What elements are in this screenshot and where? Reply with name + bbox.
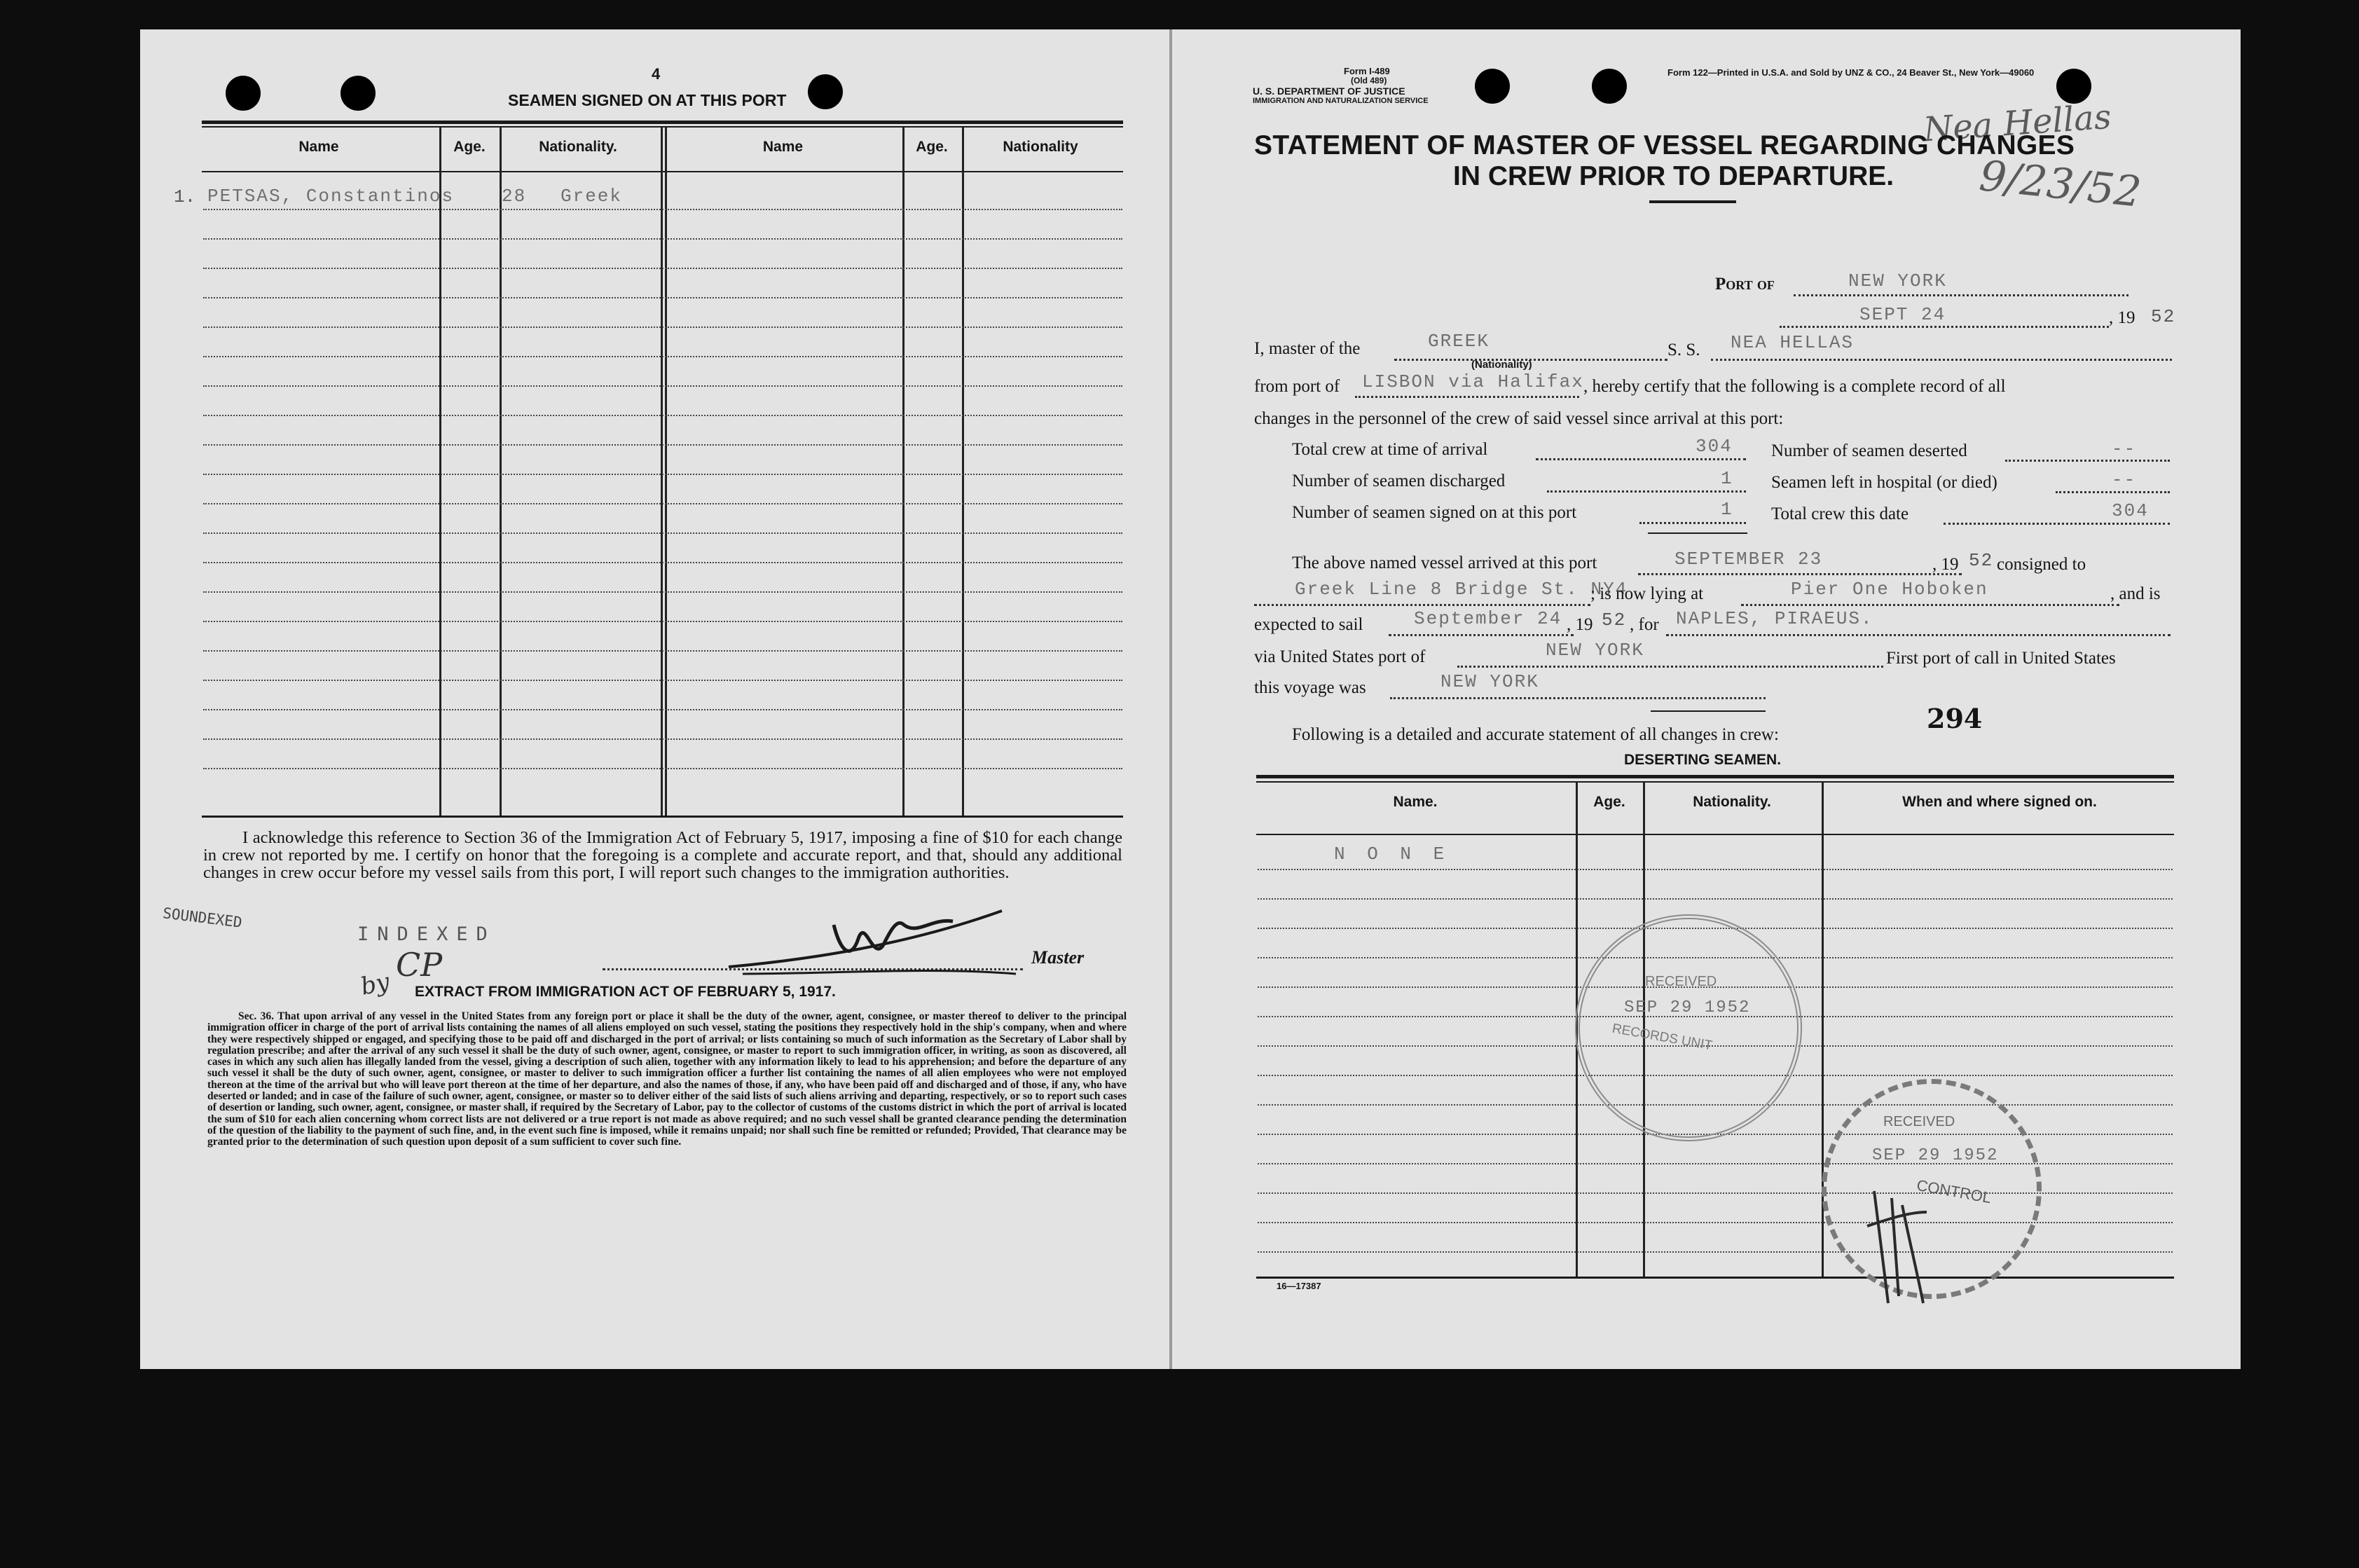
arrived-label: The above named vessel arrived at this port: [1292, 553, 1597, 572]
table-row-line: [203, 325, 1122, 328]
deserting-none: N O N E: [1334, 844, 1450, 865]
indexed-stamp: INDEXED: [357, 923, 496, 945]
form-number: Form I-489: [1344, 66, 1390, 76]
nationality-value: GREEK: [1428, 331, 1490, 352]
deserting-col-when-where: When and where signed on.: [1902, 794, 2097, 810]
voyage-underline: [1651, 710, 1766, 712]
arrived-date: SEPTEMBER 23: [1674, 549, 1823, 570]
arrived-year-prefix: , 19: [1932, 555, 1959, 574]
signed-on-label: Number of seamen signed on at this port: [1292, 503, 1577, 522]
department: U. S. DEPARTMENT OF JUSTICE: [1253, 85, 1405, 97]
seaman-nationality: Greek: [560, 186, 623, 207]
signed-on-value: 1: [1721, 499, 1733, 520]
printer-note: Form 122—Printed in U.S.A. and Sold by UNZ & CO., 24 Beaver St., New York—49060: [1667, 67, 2035, 78]
master-label: Master: [1031, 947, 1085, 968]
expected-year-prefix: , 19: [1567, 615, 1593, 634]
discharged-label: Number of seamen discharged: [1292, 472, 1506, 490]
deserting-header-rule: [1256, 834, 2174, 835]
handwritten-ship-name: Nea Hellas: [1922, 97, 2113, 150]
indexed-by: by: [358, 968, 392, 1001]
right-page: [1172, 29, 2241, 1369]
column-header-nationality: Nationality.: [539, 139, 617, 155]
from-port-label: from port of: [1254, 377, 1340, 396]
totals-underline: [1648, 532, 1747, 534]
table-row-line: [203, 472, 1122, 475]
total-crew-date-line: [1944, 523, 2170, 525]
punch-hole: [1475, 69, 1510, 104]
table-row-line: [203, 237, 1122, 240]
table-row-line: [203, 737, 1122, 740]
service: IMMIGRATION AND NATURALIZATION SERVICE: [1253, 97, 1429, 105]
via-line: [1457, 666, 1883, 668]
signed-on-line: [1639, 522, 1746, 524]
arrived-year: 52: [1969, 550, 1994, 571]
date-year-prefix: , 19: [2109, 308, 2136, 327]
column-header-nationality-2: Nationality: [1003, 139, 1078, 155]
section-36-text: Sec. 36. That upon arrival of any vessel in the United States from any foreign port or place it shall be the duty of the owner, agent, consignee, or master thereof to deliver to the principal immigration officer in charge of the port of arrival lists containing the names of all aliens employed on such vessel, stating the positions they respectively hold in the ship's company, when and where they were respectively shipped or engaged, and specifying those to be paid off and discharged in the port of arrival; or lists containing so much of such information as the Secretary of Labor shall by regulation prescribe; and after the arrival of any such vessel it shall be the duty of such owner, agent, consignee, or master to report to such immigration officer, in writing, as soon as discovered, all cases in which any such alien has illegally landed from the vessel, giving a description of such alien, together with any information likely to lead to his apprehension; and before the departure of any such vessel it shall be the duty of such owner, agent, consignee, or master to deliver to such immigration officer a further list containing the names of all alien employees who were not employed thereon at the time of the arrival but who will leave port thereon at the time of her departure, and also the names of those, if any, who have been paid off and discharged and of those, if any, who have deserted or landed; and in case of the failure of such owner, agent, consignee, or master so to deliver either of the said lists of such aliens arriving and departing, respectively, or so to report such cases of desertion or landing, such owner, agent, consignee, or master shall, if required by the Secretary of Labor, pay to the collector of customs of the customs district in which the port of arrival is located the sum of $10 for each alien concerning whom correct lists are not delivered or a true report is not made as above required; and no such vessel shall be granted clearance pending the determination of the question of the liability to the payment of such fine, and, in the event such fine is imposed, while it remains unpaid; nor shall such fine be remitted or refunded; Provided, That clearance may be granted prior to the determination of such question upon deposit of a sum sufficient to cover such fine.: [207, 1010, 1127, 1148]
stamp1-date: SEP 29 1952: [1624, 998, 1751, 1017]
table-row-line: [203, 502, 1122, 504]
for-label: , for: [1630, 615, 1659, 634]
deserting-col-name: Name.: [1393, 794, 1438, 810]
expected-line: [1389, 634, 1574, 636]
seaman-name: PETSAS, Constantinos: [207, 186, 455, 207]
table-row-line: [203, 384, 1122, 387]
voyage-label: this voyage was: [1254, 678, 1366, 697]
hospital-label: Seamen left in hospital (or died): [1771, 473, 1997, 492]
consignee: Greek Line 8 Bridge St. NY4: [1295, 579, 1628, 600]
deserted-line: [2005, 460, 2170, 462]
port-of-value: NEW YORK: [1848, 270, 1947, 291]
form-title-line1: STATEMENT OF MASTER OF VESSEL REGARDING CHANGES: [1254, 130, 2075, 160]
page-gutter: [1169, 29, 1172, 1369]
voyage-line: [1390, 697, 1766, 699]
indexed-initials: CP: [396, 946, 443, 984]
from-port-value: LISBON via Halifax: [1362, 371, 1584, 392]
deserting-title: DESERTING SEAMEN.: [1624, 752, 1782, 768]
table-bottom-rule: [202, 816, 1123, 818]
date-day: SEPT 24: [1859, 304, 1946, 325]
discharged-value: 1: [1721, 468, 1733, 489]
column-header-name-2: Name: [762, 139, 804, 155]
table-row-line: [203, 561, 1122, 563]
table-row-line: [1258, 897, 2173, 900]
and-is-label: , and is: [2110, 584, 2161, 603]
master-signature: [722, 869, 1023, 988]
table-top-rule: [202, 121, 1123, 124]
column-header-age-2: Age.: [916, 139, 948, 155]
via-label: via United States port of: [1254, 647, 1426, 666]
nationality-caption: (Nationality): [1471, 359, 1532, 371]
from-port-line: [1355, 396, 1579, 398]
arrived-line: [1638, 573, 1962, 575]
port-of-line: [1794, 294, 2128, 296]
extract-title: EXTRACT FROM IMMIGRATION ACT OF FEBRUARY 5, 1917.: [415, 984, 836, 1000]
table-row-line: [203, 708, 1122, 710]
left-page-title: SEAMEN SIGNED ON AT THIS PORT: [508, 91, 787, 109]
form-old-number: (Old 489): [1351, 76, 1387, 85]
lying-line: [1741, 604, 2119, 606]
expected-label: expected to sail: [1254, 615, 1363, 634]
expected-year: 52: [1602, 610, 1627, 631]
changes-text: changes in the personnel of the crew of said vessel since arrival at this port:: [1254, 409, 1784, 428]
table-row-line: [203, 649, 1122, 652]
footer-code: 16—17387: [1277, 1281, 1321, 1291]
table-row-line: [1258, 867, 2173, 870]
total-crew-date-label: Total crew this date: [1771, 504, 1909, 523]
table-row-line: [203, 619, 1122, 622]
table-row-line: [203, 531, 1122, 534]
left-page: [140, 29, 1170, 1369]
stamp2-control: CONTROL: [1915, 1176, 1993, 1207]
table-row-line: [203, 766, 1122, 769]
seaman-age: 28: [502, 186, 527, 207]
table-row-line: [203, 443, 1122, 446]
port-of-label: Port of: [1715, 275, 1775, 294]
punch-hole: [341, 76, 376, 111]
table-row-line: [203, 355, 1122, 357]
following-label: Following is a detailed and accurate statement of all changes in crew:: [1292, 725, 1779, 744]
column-header-age: Age.: [453, 139, 486, 155]
table-row-line: [203, 266, 1122, 269]
records-unit-stamp: [1575, 914, 1802, 1141]
punch-hole: [808, 74, 843, 109]
punch-hole: [1592, 69, 1627, 104]
consigned-label: consigned to: [1997, 555, 2086, 574]
ship-name: NEA HELLAS: [1731, 332, 1855, 353]
stamp1-received: RECEIVED: [1645, 974, 1717, 989]
hospital-value: --: [2112, 469, 2137, 490]
total-crew-arrival-label: Total crew at time of arrival: [1292, 440, 1488, 459]
total-crew-arrival-line: [1536, 458, 1746, 460]
date-line: [1780, 326, 2109, 328]
via-port: NEW YORK: [1546, 640, 1644, 661]
ss-label: S. S.: [1667, 341, 1700, 359]
stamp2-date: SEP 29 1952: [1872, 1146, 1999, 1165]
table-row-line: [1258, 1250, 2173, 1253]
acknowledgement-text: I acknowledge this reference to Section 36 of the Immigration Act of February 5, 1917, imposing a fine of $10 for each change in crew not reported by me. I certify on honor that the foregoing is a complete and accurate report, and that, should any additional changes in crew occur before my vessel sails from this port, I will report such changes to the immigration authorities.: [203, 828, 1122, 882]
table-row-line: [203, 678, 1122, 681]
hospital-line: [2056, 491, 2170, 493]
stamp-number: 294: [1927, 703, 1983, 734]
page-number: 4: [652, 65, 661, 83]
deserted-label: Number of seamen deserted: [1771, 441, 1967, 460]
voyage-value: NEW YORK: [1440, 671, 1539, 692]
handwritten-date: 9/23/52: [1976, 151, 2144, 217]
title-underline: [1649, 200, 1736, 203]
consignee-line: [1254, 604, 1590, 606]
table-row-line: [203, 207, 1122, 210]
row-index: 1.: [174, 186, 196, 207]
table-row-line: [203, 296, 1122, 298]
expected-date: September 24: [1414, 608, 1562, 629]
stamp2-received: RECEIVED: [1883, 1114, 1955, 1129]
ship-name-line: [1711, 359, 2172, 361]
lying-at: Pier One Hoboken: [1791, 579, 1988, 600]
deserting-col-nationality: Nationality.: [1693, 794, 1771, 810]
soundexed-stamp: SOUNDEXED: [161, 905, 243, 931]
punch-hole: [226, 76, 261, 111]
deserting-table-top: [1256, 775, 2174, 778]
first-call-label: First port of call in United States: [1886, 649, 2116, 668]
column-header-name: Name: [298, 139, 339, 155]
destination: NAPLES, PIRAEUS.: [1676, 608, 1873, 629]
deserting-table-bottom: [1256, 1277, 2174, 1279]
lying-label: ; is now lying at: [1590, 584, 1704, 603]
deserting-table-top-thin: [1256, 781, 2174, 783]
table-row-line: [203, 590, 1122, 593]
stamp1-records-unit: RECORDS UNIT: [1611, 1021, 1714, 1054]
discharged-line: [1547, 490, 1746, 493]
destination-line: [1666, 634, 2171, 636]
table-row-line: [203, 413, 1122, 416]
total-crew-date: 304: [2112, 500, 2149, 521]
form-title-line2: IN CREW PRIOR TO DEPARTURE.: [1453, 161, 1894, 191]
certify-text: , hereby certify that the following is a complete record of all: [1583, 377, 2006, 396]
deserted-value: --: [2112, 439, 2137, 460]
control-stamp-initials: [1860, 1184, 1930, 1310]
total-crew-arrival: 304: [1696, 436, 1733, 457]
date-year: 52: [2151, 306, 2176, 327]
deserting-col-age: Age.: [1593, 794, 1625, 810]
master-of-label: I, master of the: [1254, 339, 1361, 358]
